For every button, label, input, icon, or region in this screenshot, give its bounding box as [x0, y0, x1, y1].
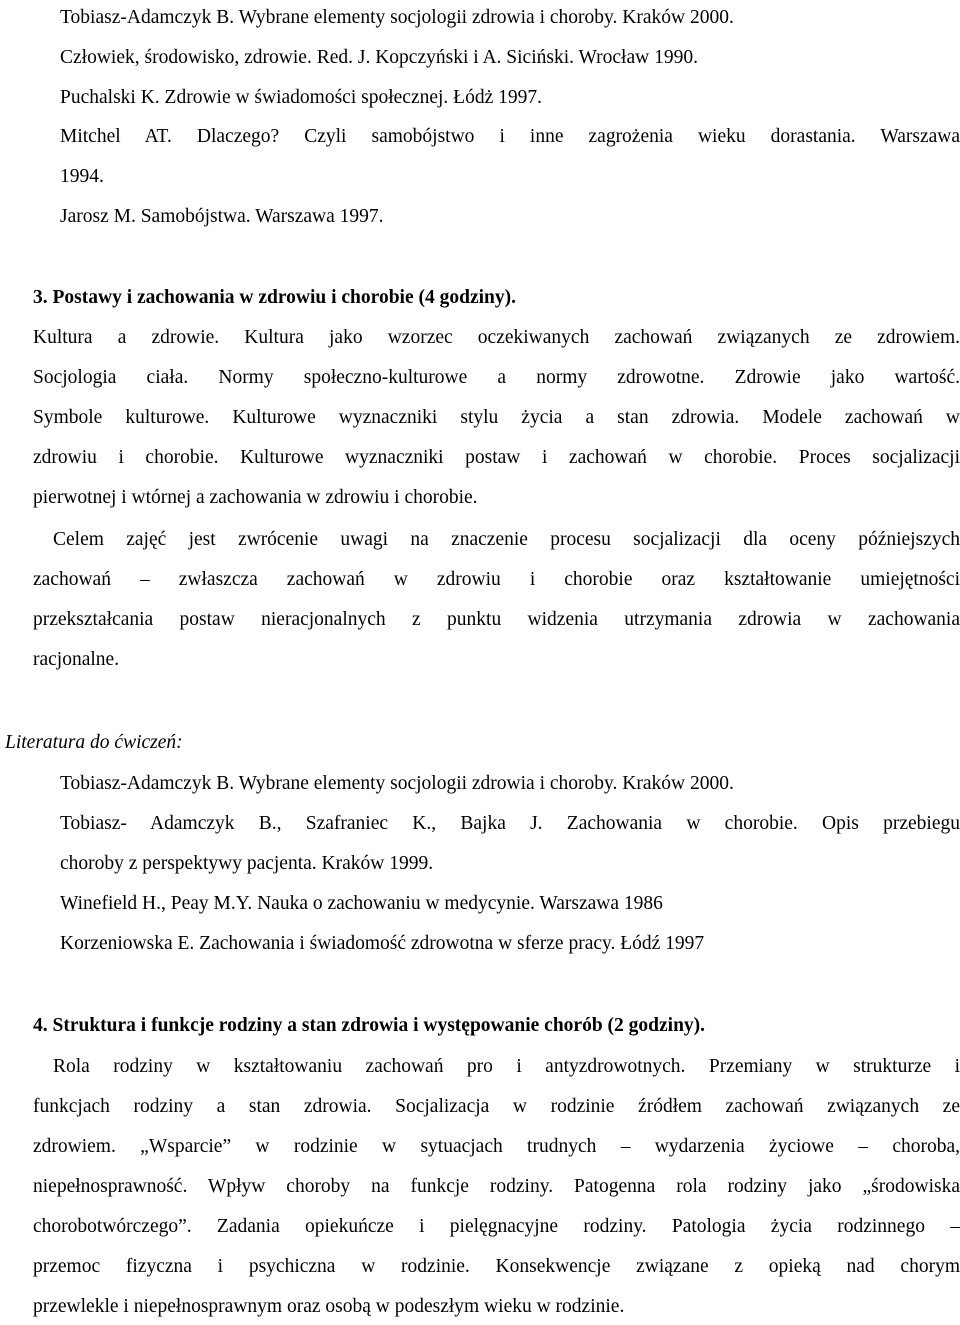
- goal-line: przekształcania postaw nieracjonalnych z punktu widzenia utrzymania zdrowia w zachowania: [33, 609, 960, 630]
- reference-line: Korzeniowska E. Zachowania i świadomość zdrowotna w sferze pracy. Łódź 1997: [60, 933, 705, 954]
- body-line: przewlekle i niepełnosprawnym oraz osobą w podeszłym wieku w rodzinie.: [33, 1296, 625, 1317]
- reference-line: Tobiasz- Adamczyk B., Szafraniec K., Bajka J. Zachowania w chorobie. Opis przebiegu: [60, 813, 960, 834]
- body-line: zdrowiu i chorobie. Kulturowe wyznaczniki postaw i zachowań w chorobie. Proces socjalizacji: [33, 447, 960, 468]
- reference-line: 1994.: [60, 166, 104, 187]
- body-line: pierwotnej i wtórnej a zachowania w zdrowiu i chorobie.: [33, 487, 478, 508]
- goal-line: Celem zajęć jest zwrócenie uwagi na znaczenie procesu socjalizacji dla oceny późniejszych: [53, 529, 960, 550]
- body-line: Rola rodziny w kształtowaniu zachowań pro i antyzdrowotnych. Przemiany w strukturze i: [53, 1056, 960, 1077]
- body-line: przemoc fizyczna i psychiczna w rodzinie. Konsekwencje związane z opieką nad chorym: [33, 1256, 960, 1277]
- reference-line: Tobiasz-Adamczyk B. Wybrane elementy socjologii zdrowia i choroby. Kraków 2000.: [60, 773, 734, 794]
- goal-line: zachowań – zwłaszcza zachowań w zdrowiu i chorobie oraz kształtowanie umiejętności: [33, 569, 960, 590]
- reference-line: choroby z perspektywy pacjenta. Kraków 1999.: [60, 853, 434, 874]
- goal-line: racjonalne.: [33, 649, 120, 670]
- body-line: funkcjach rodziny a stan zdrowia. Socjalizacja w rodzinie źródłem zachowań związanych ze: [33, 1096, 960, 1117]
- reference-line: Mitchel AT. Dlaczego? Czyli samobójstwo i inne zagrożenia wieku dorastania. Warszawa: [60, 126, 960, 147]
- reference-line: Jarosz M. Samobójstwa. Warszawa 1997.: [60, 206, 384, 227]
- section-3-heading: 3. Postawy i zachowania w zdrowiu i chorobie (4 godziny).: [33, 287, 516, 308]
- reference-line: Człowiek, środowisko, zdrowie. Red. J. Kopczyński i A. Siciński. Wrocław 1990.: [60, 47, 698, 68]
- body-line: Symbole kulturowe. Kulturowe wyznaczniki stylu życia a stan zdrowia. Modele zachowań w: [33, 407, 960, 428]
- reference-line: Tobiasz-Adamczyk B. Wybrane elementy socjologii zdrowia i choroby. Kraków 2000.: [60, 7, 734, 28]
- reference-line: Puchalski K. Zdrowie w świadomości społecznej. Łódż 1997.: [60, 87, 542, 108]
- reference-line: Winefield H., Peay M.Y. Nauka o zachowaniu w medycynie. Warszawa 1986: [60, 893, 663, 914]
- section-4-heading: 4. Struktura i funkcje rodziny a stan zdrowia i występowanie chorób (2 godziny).: [33, 1015, 706, 1036]
- literature-title: Literatura do ćwiczeń:: [5, 732, 183, 753]
- body-line: chorobotwórczego”. Zadania opiekuńcze i pielęgnacyjne rodziny. Patologia życia rodzinnego –: [33, 1216, 960, 1237]
- body-line: Kultura a zdrowie. Kultura jako wzorzec oczekiwanych zachowań związanych ze zdrowiem.: [33, 327, 960, 348]
- body-line: zdrowiem. „Wsparcie” w rodzinie w sytuacjach trudnych – wydarzenia życiowe – choroba,: [33, 1136, 960, 1157]
- body-line: Socjologia ciała. Normy społeczno-kulturowe a normy zdrowotne. Zdrowie jako wartość.: [33, 367, 960, 388]
- body-line: niepełnosprawność. Wpływ choroby na funkcje rodziny. Patogenna rola rodziny jako „środowiska: [33, 1176, 960, 1197]
